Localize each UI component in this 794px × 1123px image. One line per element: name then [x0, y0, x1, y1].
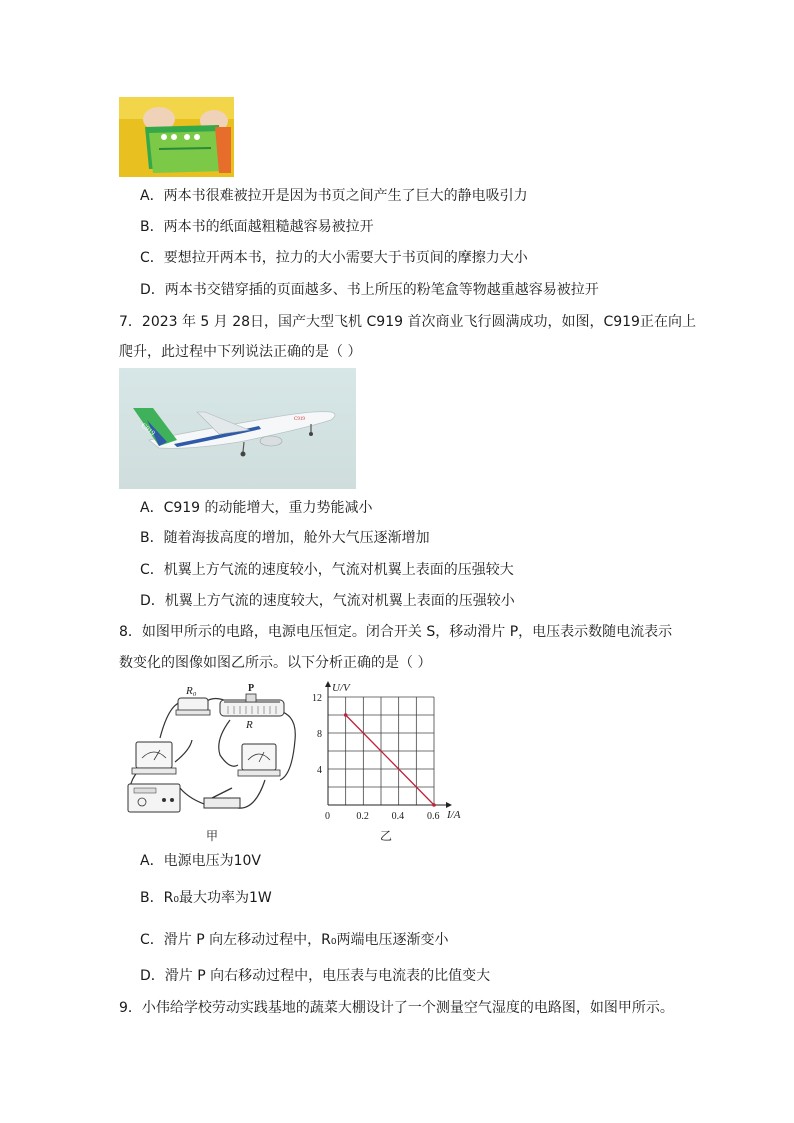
- series-line: [346, 715, 434, 805]
- q7-option-b: B．随着海拔高度的增加，舱外大气压逐渐增加: [140, 530, 430, 546]
- svg-text:C919: C919: [294, 417, 305, 422]
- x-tick-label: 0.4: [391, 811, 405, 822]
- q8-stem: 8．如图甲所示的电路，电源电压恒定。闭合开关 S，移动滑片 P，电压表示数随电流表示: [119, 624, 673, 640]
- q8-stem-cont: 数变化的图像如图乙所示。以下分析正确的是（ ）: [119, 655, 432, 671]
- q8-option-b: B．R₀最大功率为1W: [140, 890, 272, 906]
- q7-stem-cont: 爬升，此过程中下列说法正确的是（ ）: [119, 344, 362, 360]
- y-tick-label: 4: [317, 765, 322, 776]
- label-r: R: [246, 719, 253, 731]
- label-r0: R₀: [186, 685, 197, 697]
- q8-option-d: D．滑片 P 向右移动过程中，电压表与电流表的比值变大: [140, 968, 491, 984]
- q7-option-c: C．机翼上方气流的速度较小，气流对机翼上表面的压强较大: [140, 562, 514, 578]
- q6-option-c: C．要想拉开两本书，拉力的大小需要大于书页间的摩擦力大小: [140, 250, 528, 266]
- airplane-photo: [119, 368, 356, 489]
- q7-stem: 7．2023 年 5 月 28日，国产大型飞机 C919 首次商业飞行圆满成功，如图，C919正在向上: [119, 314, 696, 330]
- circuit-diagram: [120, 680, 310, 842]
- y-tick-label: 8: [317, 729, 322, 740]
- chart-caption: 乙: [380, 829, 393, 843]
- q8-option-c: C．滑片 P 向左移动过程中，R₀两端电压逐渐变小: [140, 932, 449, 948]
- x-tick-label: 0: [325, 811, 330, 822]
- ui-graph: [313, 676, 473, 844]
- x-tick-label: 0.6: [427, 811, 440, 822]
- q7-option-a: A．C919 的动能增大，重力势能减小: [140, 500, 373, 516]
- q8-option-a: A．电源电压为10V: [140, 853, 261, 869]
- series-point: [344, 713, 348, 717]
- q6-option-a: A．两本书很难被拉开是因为书页之间产生了巨大的静电吸引力: [140, 188, 528, 204]
- x-tick-label: 0.2: [356, 811, 369, 822]
- y-tick-label: 12: [313, 693, 322, 704]
- q9-stem: 9．小伟给学校劳动实践基地的蔬菜大棚设计了一个测量空气湿度的电路图，如图甲所示。: [119, 1000, 674, 1016]
- q7-option-d: D．机翼上方气流的速度较大，气流对机翼上表面的压强较小: [140, 593, 515, 609]
- q6-option-d: D．两本书交错穿插的页面越多、书上所压的粉笔盒等物越重越容易被拉开: [140, 282, 599, 298]
- x-axis-label: I/A: [447, 809, 461, 821]
- y-axis-label: U/V: [332, 682, 350, 694]
- series-point: [432, 803, 436, 807]
- books-photo: [119, 97, 234, 177]
- q6-option-b: B．两本书的纸面越粗糙越容易被拉开: [140, 219, 374, 235]
- tail-label: C919: [139, 421, 157, 438]
- label-p: P: [248, 683, 255, 694]
- y-axis-arrow: [325, 681, 331, 687]
- x-axis-arrow: [446, 802, 452, 808]
- caption-jia: 甲: [206, 829, 219, 842]
